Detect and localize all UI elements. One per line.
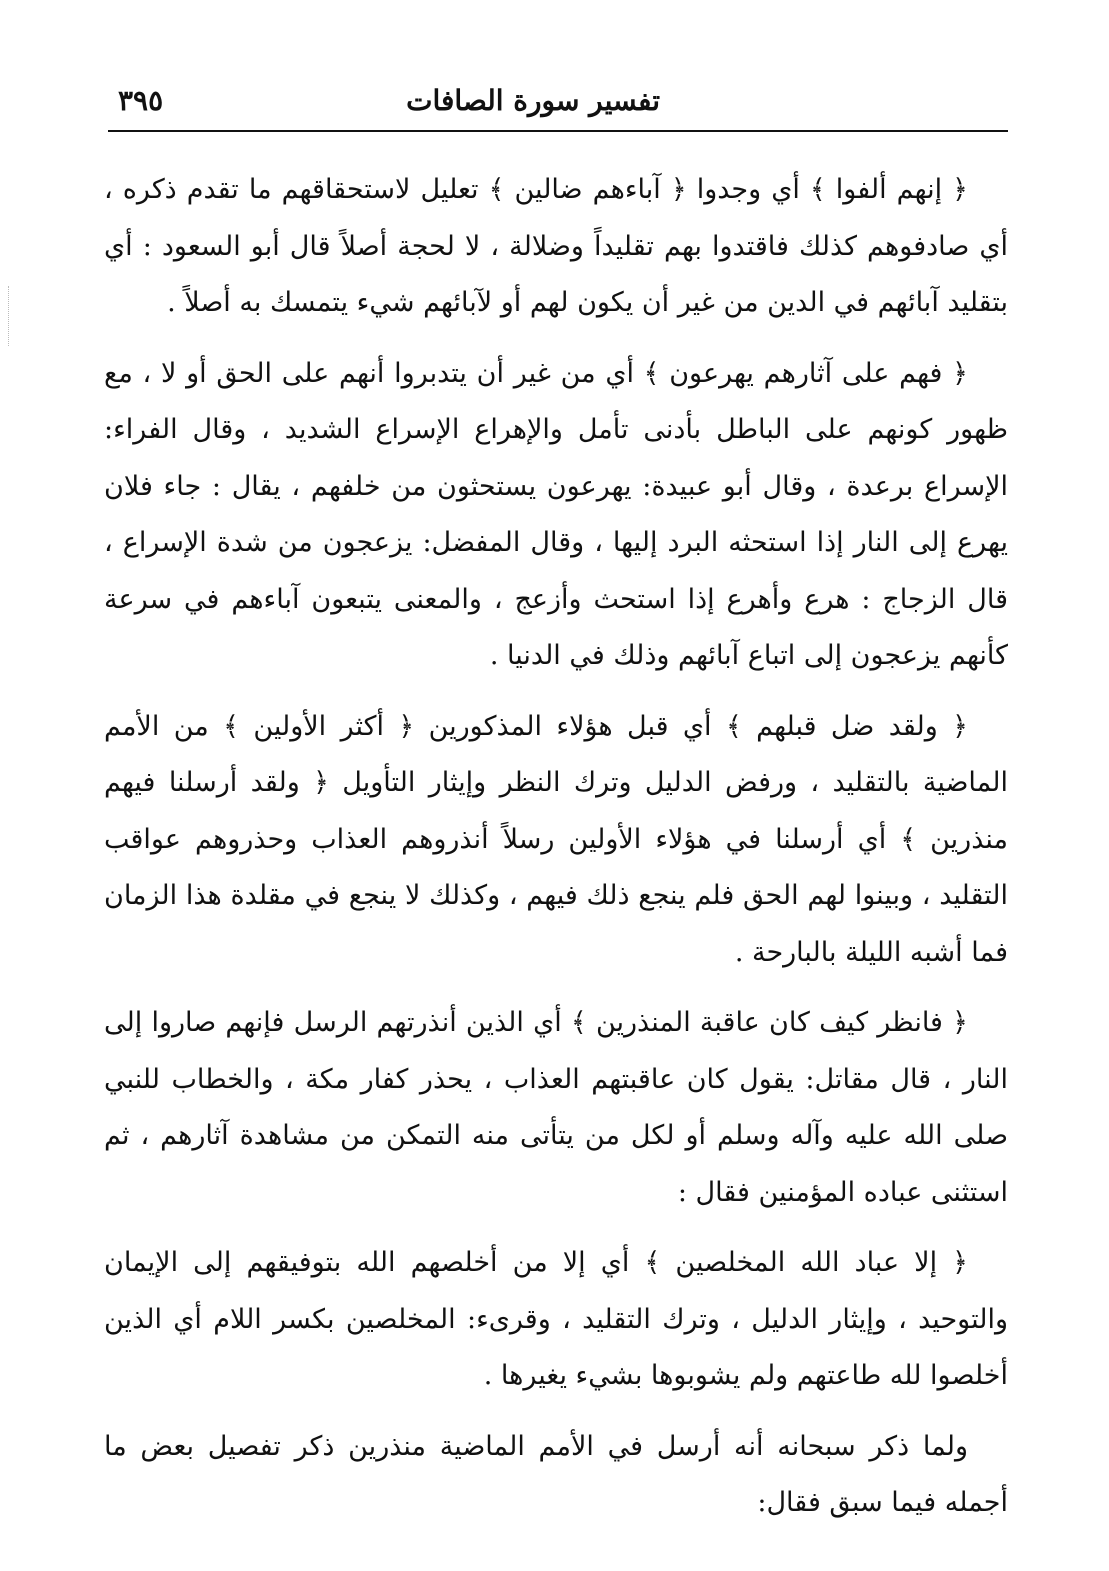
scan-margin-mark: [8, 286, 15, 346]
header-divider: [108, 130, 1008, 132]
paragraph-6: ولما ذكر سبحانه أنه أرسل في الأمم الماضية منذرين ذكر تفصيل بعض ما أجمله فيما سبق فقال:: [104, 1430, 1008, 1518]
paragraph-2: ﴿ فهم على آثارهم يهرعون ﴾ أي من غير أن يتدبروا أنهم على الحق أو لا ، مع ظهور كونهم على الباطل بأدنى تأمل والإهراع الإسراع الشديد ، وقال الفراء: الإسراع برعدة ، وقال أبو عبيدة: يهرعون يستحثون من خلفهم ، يقال : جاء فلان يهرع إلى النار إذا استحثه البرد إليها ، وقال المفضل: يزعجون من شدة الإسراع ، قال الزجاج : هرع وأهرع إذا استحث وأزعج ، والمعنى يتبعون آباءهم في سرعة كأنهم يزعجون إلى اتباع آبائهم وذلك في الدنيا .: [104, 357, 1008, 671]
paragraph-1: ﴿ إنهم ألفوا ﴾ أي وجدوا ﴿ آباءهم ضالين ﴾ تعليل لاستحقاقهم ما تقدم ذكره ، أي صادفوهم كذلك فاقتدوا بهم تقليداً وضلالة ، لا لحجة أصلاً قال أبو السعود : أي بتقليد آبائهم في الدين من غير أن يكون لهم أو لآبائهم شيء يتمسك به أصلاً .: [104, 174, 1008, 318]
body-text: [104, 162, 1008, 1546]
page-number: ٣٩٥: [118, 84, 164, 117]
paragraph-5: ﴿ إلا عباد الله المخلصين ﴾ أي إلا من أخلصهم الله بتوفيقهم إلى الإيمان والتوحيد ، وإيثار الدليل ، وترك التقليد ، وقرىء: المخلصين بكسر اللام أي الذين أخلصوا لله طاعتهم ولم يشوبوها بشيء يغيرها .: [104, 1247, 1008, 1391]
running-title: تفسير سورة الصافات: [406, 84, 660, 117]
paragraph-4: ﴿ فانظر كيف كان عاقبة المنذرين ﴾ أي الذين أنذرتهم الرسل فإنهم صاروا إلى النار ، قال مقاتل: يقول كان عاقبتهم العذاب ، يحذر كفار مكة ، والخطاب للنبي صلى الله عليه وآله وسلم أو لكل من يتأتى منه التمكن من مشاهدة آثارهم ، ثم استثنى عباده المؤمنين فقال :: [104, 1007, 1008, 1208]
page-header: [108, 84, 1008, 128]
paragraph-3: ﴿ ولقد ضل قبلهم ﴾ أي قبل هؤلاء المذكورين ﴿ أكثر الأولين ﴾ من الأمم الماضية بالتقليد ، ورفض الدليل وترك النظر وإيثار التأويل ﴿ ولقد أرسلنا فيهم منذرين ﴾ أي أرسلنا في هؤلاء الأولين رسلاً أنذروهم العذاب وحذروهم عواقب التقليد ، وبينوا لهم الحق فلم ينجع ذلك فيهم ، وكذلك لا ينجع في مقلدة هذا الزمان فما أشبه الليلة بالبارحة .: [104, 710, 1008, 968]
